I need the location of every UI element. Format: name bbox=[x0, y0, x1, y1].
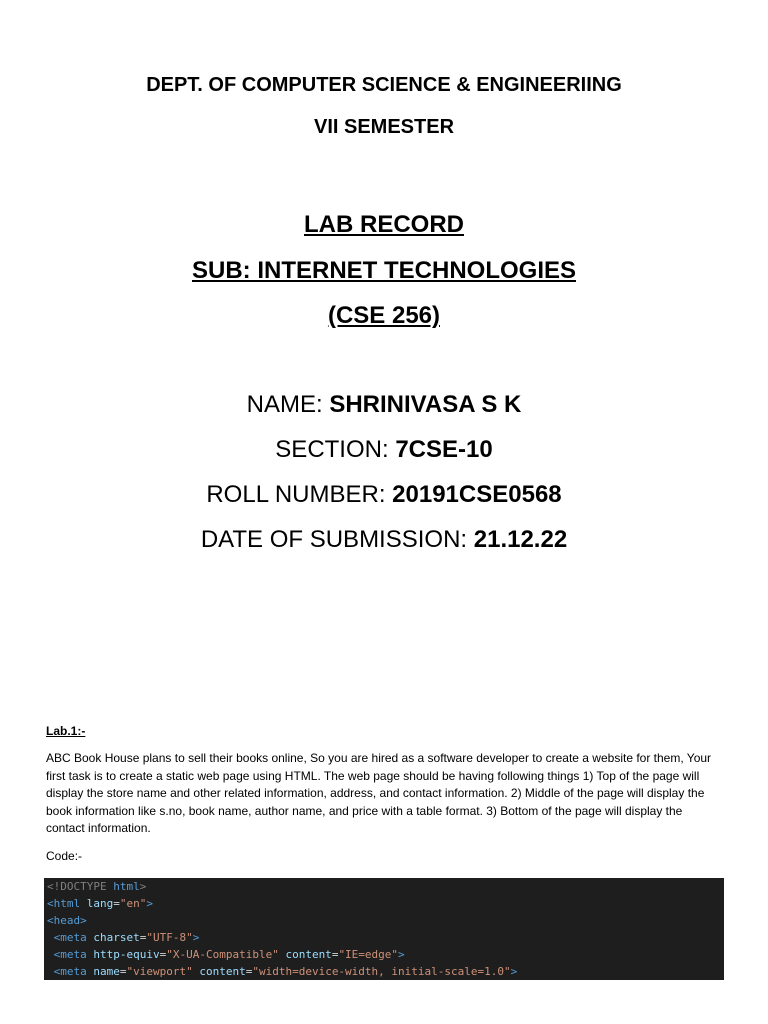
code-token: <head bbox=[47, 914, 81, 927]
code-token: charset bbox=[86, 931, 140, 944]
code-token: > bbox=[80, 914, 87, 927]
date-value: 21.12.22 bbox=[473, 526, 568, 553]
code-line bbox=[47, 895, 721, 912]
code-token: = bbox=[331, 948, 339, 961]
code-token: html bbox=[106, 880, 140, 893]
roll-value: 20191CSE0568 bbox=[392, 481, 562, 508]
course-code: (CSE 256) bbox=[327, 302, 441, 329]
code-token: <meta bbox=[53, 948, 87, 961]
code-token: = bbox=[159, 948, 167, 961]
code-token: = bbox=[119, 965, 127, 978]
section-value: 7CSE-10 bbox=[395, 436, 493, 463]
student-name-line bbox=[0, 391, 768, 419]
code-token bbox=[47, 965, 54, 978]
code-token: > bbox=[139, 880, 147, 893]
subject-title: SUB: INTERNET TECHNOLOGIES bbox=[191, 257, 576, 284]
code-token: "width=device-width, initial-scale=1.0" bbox=[252, 965, 511, 978]
code-token: lang bbox=[80, 897, 114, 910]
section-label: SECTION: bbox=[275, 436, 396, 463]
code-token: <meta bbox=[53, 965, 87, 978]
code-block bbox=[44, 878, 724, 980]
code-line bbox=[47, 963, 721, 980]
code-token: content bbox=[192, 965, 246, 978]
code-token bbox=[47, 931, 54, 944]
code-token: = bbox=[113, 897, 120, 910]
submission-date-line bbox=[0, 526, 768, 554]
code-token: = bbox=[139, 931, 147, 944]
student-roll-line bbox=[0, 481, 768, 509]
code-token: <html bbox=[47, 897, 81, 910]
code-line bbox=[47, 878, 721, 895]
lab-description: ABC Book House plans to sell their books online, So you are hired as a software developer to create a website for them, Your first task is to create a static web page using HTML. The web page should be having following things 1) Top of the page will display the store name and other related information, address, and contact information. 2) Middle of the page will display the book information like s.no, book name, author name, and price with a table format. 3) Bottom of the page will display the contact information. bbox=[46, 751, 712, 835]
code-line bbox=[47, 929, 721, 946]
code-label: Code:- bbox=[46, 849, 83, 863]
name-value: SHRINIVASA S K bbox=[329, 391, 522, 418]
record-title: LAB RECORD bbox=[304, 211, 464, 238]
code-token: <!DOCTYPE bbox=[47, 880, 107, 893]
code-line bbox=[47, 946, 721, 963]
lab-heading: Lab.1:- bbox=[46, 724, 86, 738]
code-token: = bbox=[245, 965, 253, 978]
code-line bbox=[47, 912, 721, 929]
code-token: > bbox=[146, 897, 153, 910]
code-token: <meta bbox=[53, 931, 87, 944]
code-token bbox=[47, 948, 54, 961]
code-token: content bbox=[278, 948, 332, 961]
code-token: "viewport" bbox=[126, 965, 193, 978]
date-label: DATE OF SUBMISSION: bbox=[200, 526, 474, 553]
roll-label: ROLL NUMBER: bbox=[206, 481, 393, 508]
student-section-line bbox=[0, 436, 768, 464]
code-token: > bbox=[510, 965, 518, 978]
code-token: "UTF-8" bbox=[146, 931, 193, 944]
code-token: > bbox=[398, 948, 405, 961]
department-heading: DEPT. OF COMPUTER SCIENCE & ENGINEERIING bbox=[146, 74, 622, 96]
semester-heading: VII SEMESTER bbox=[313, 116, 455, 138]
code-token: > bbox=[192, 931, 200, 944]
name-label: NAME: bbox=[246, 391, 330, 418]
code-token: "X-UA-Compatible" bbox=[166, 948, 279, 961]
code-token: "IE=edge" bbox=[338, 948, 399, 961]
code-token: name bbox=[86, 965, 120, 978]
code-token: "en" bbox=[119, 897, 147, 910]
code-token: http-equiv bbox=[86, 948, 160, 961]
